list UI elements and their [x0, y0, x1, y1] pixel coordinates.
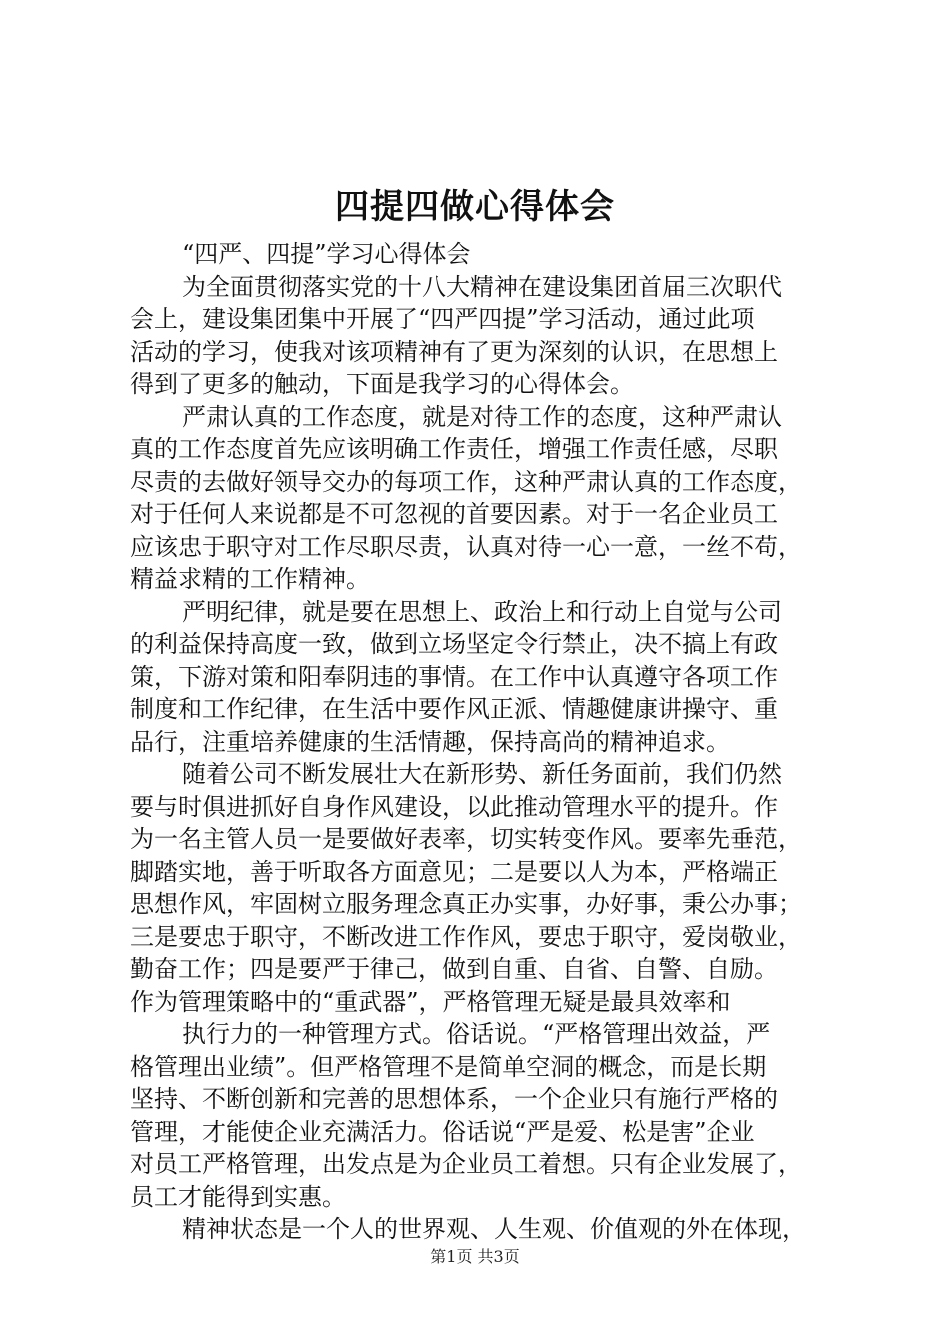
- text-line: 应该忠于职守对工作尽职尽责，认真对待一心一意，一丝不苟，: [130, 532, 802, 561]
- text-line: 脚踏实地，善于听取各方面意见；二是要以人为本，严格端正: [130, 857, 778, 886]
- text-line: 对员工严格管理，出发点是为企业员工着想。只有企业发展了，: [130, 1150, 802, 1178]
- text-line: 勤奋工作；四是要严于律己，做到自重、自省、自警、自励。: [130, 955, 778, 983]
- text-line: 品行，注重培养健康的生活情趣，保持高尚的精神追求。: [130, 727, 730, 756]
- document-title: 四提四做心得体会: [335, 187, 615, 227]
- text-line: 三是要忠于职守，不断改进工作作风，要忠于职守，爱岗敬业，: [130, 922, 802, 951]
- text-line: 思想作风，牢固树立服务理念真正办实事，办好事，秉公办事；: [130, 890, 802, 918]
- text-line: 为一名主管人员一是要做好表率，切实转变作风。要率先垂范，: [130, 825, 802, 853]
- text-line: 坚持、不断创新和完善的思想体系，一个企业只有施行严格的: [130, 1085, 778, 1113]
- text-line: 得到了更多的触动，下面是我学习的心得体会。: [130, 370, 634, 398]
- text-line: 格管理出业绩”。但严格管理不是简单空洞的概念，而是长期: [130, 1052, 767, 1081]
- page-footer: 第1页 共3页: [430, 1247, 520, 1266]
- text-line: 严肃认真的工作态度，就是对待工作的态度，这种严肃认: [182, 402, 782, 431]
- text-line: 随着公司不断发展壮大在新形势、新任务面前，我们仍然: [182, 760, 782, 788]
- text-line: 制度和工作纪律，在生活中要作风正派、情趣健康讲操守、重: [130, 695, 778, 723]
- text-line: 会上，建设集团集中开展了“四严四提”学习活动，通过此项: [130, 305, 755, 333]
- text-line: 管理，才能使企业充满活力。俗话说“严是爱、松是害”企业: [130, 1117, 755, 1146]
- text-line: 要与时俱进抓好自身作风建设，以此推动管理水平的提升。作: [130, 792, 778, 821]
- text-line: 的利益保持高度一致，做到立场坚定令行禁止，决不搞上有政: [130, 630, 778, 658]
- text-line: 对于任何人来说都是不可忽视的首要因素。对于一名企业员工: [130, 500, 778, 528]
- text-line: 真的工作态度首先应该明确工作责任，增强工作责任感，尽职: [130, 435, 778, 463]
- text-line: 员工才能得到实惠。: [130, 1182, 346, 1211]
- text-line: 活动的学习，使我对该项精神有了更为深刻的认识，在思想上: [130, 337, 778, 366]
- text-line: 严明纪律，就是要在思想上、政治上和行动上自觉与公司: [182, 597, 782, 626]
- text-line: 精神状态是一个人的世界观、人生观、价值观的外在体现，: [182, 1215, 806, 1243]
- text-line: 作为管理策略中的“重武器”，严格管理无疑是最具效率和: [130, 987, 731, 1016]
- text-line: 执行力的一种管理方式。俗话说。“严格管理出效益，严: [182, 1020, 771, 1048]
- text-line: 为全面贯彻落实党的十八大精神在建设集团首届三次职代: [182, 272, 782, 301]
- text-line: 策，下游对策和阳奉阴违的事情。在工作中认真遵守各项工作: [130, 662, 778, 691]
- document-body: [130, 238, 830, 1246]
- text-line: 尽责的去做好领导交办的每项工作，这种严肃认真的工作态度，: [130, 467, 802, 496]
- text-line: “四严、四提”学习心得体会: [182, 240, 471, 268]
- text-line: 精益求精的工作精神。: [130, 565, 370, 593]
